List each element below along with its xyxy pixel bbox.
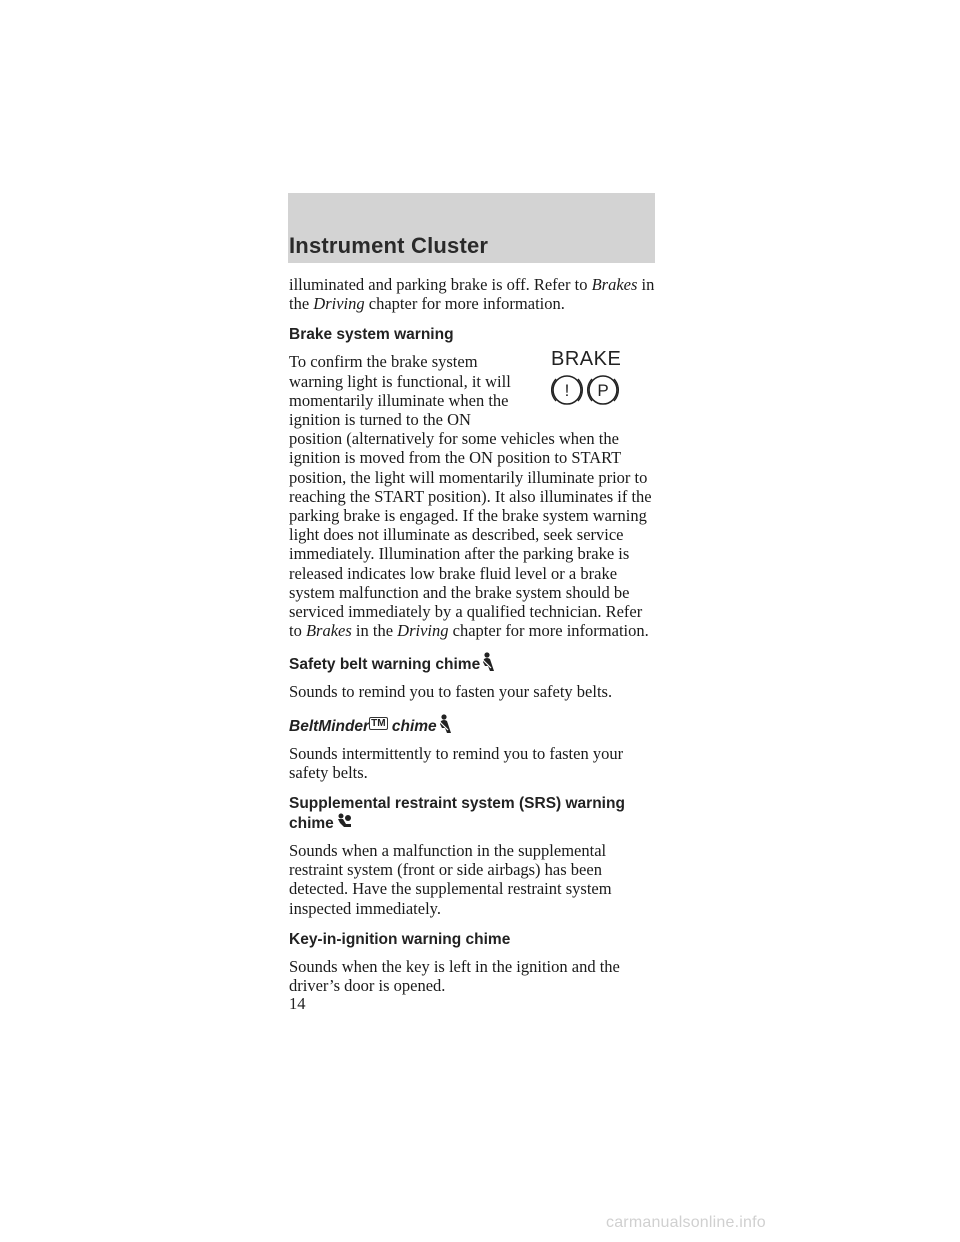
intro-text: chapter for more information. xyxy=(368,294,565,314)
beltminder-heading xyxy=(289,714,657,736)
srs-heading xyxy=(289,794,657,833)
brake-warning-icon xyxy=(525,348,643,426)
intro-paragraph xyxy=(289,275,657,313)
brakes-reference: Brakes xyxy=(305,621,352,641)
safety-belt-body: Sounds to remind you to fasten your safety belts. xyxy=(289,682,613,702)
beltminder-name: BeltMinder xyxy=(289,717,370,735)
brake-p: P xyxy=(597,381,609,401)
brake-exclaim: ! xyxy=(564,381,570,401)
page-number: 14 xyxy=(289,994,306,1013)
brake-text: To confirm the brake system warning light is functional, it will momentarily illuminate when the ignition is turned to the ON position (alternatively for some vehicles when the ignition is moved from the ON position to START position, the light will momentarily illuminate prior to reaching the START position). It also illuminates if the parking brake is engaged. If the brake system warning light does not illuminate as described, seek service immediately. Illumination after the parking brake is released indicates low brake fluid level or a brake system malfunction and the brake system should be serviced immediately by a qualified technician. Refer to xyxy=(289,352,652,641)
seatbelt-person-icon xyxy=(481,652,495,672)
brake-section-heading: Brake system warning xyxy=(289,326,454,344)
main-content xyxy=(289,275,657,995)
srs-body: Sounds when a malfunction in the supplemental restraint system (front or side airbags) has been detected. Have the supplemental restraint system inspected immediately. xyxy=(289,841,612,918)
airbag-person-icon xyxy=(335,813,353,831)
brake-text: chapter for more information. xyxy=(452,621,649,641)
driving-reference: Driving xyxy=(313,294,365,314)
driving-reference: Driving xyxy=(397,621,449,641)
brakes-reference: Brakes xyxy=(591,275,638,294)
trademark-mark: TM xyxy=(371,717,386,729)
brake-section xyxy=(289,348,657,641)
intro-text: in the xyxy=(289,275,655,314)
key-in-ignition-heading: Key-in-ignition warning chime xyxy=(289,930,511,948)
page-title: Instrument Cluster xyxy=(289,233,489,258)
intro-text: illuminated and parking brake is off. Refer to xyxy=(289,275,588,294)
brake-circles-icon xyxy=(551,374,623,406)
beltminder-heading-rest: chime xyxy=(391,717,437,735)
watermark-logo: carmanualsonline.info xyxy=(606,1214,766,1231)
seatbelt-person-icon xyxy=(438,714,452,734)
safety-belt-heading xyxy=(289,652,657,674)
beltminder-body: Sounds intermittently to remind you to fasten your safety belts. xyxy=(289,743,624,782)
srs-heading-text: Supplemental restraint system (SRS) warning chime xyxy=(289,795,625,833)
brake-text: in the xyxy=(355,621,394,641)
key-in-ignition-body: Sounds when the key is left in the ignition and the driver’s door is opened. xyxy=(289,956,620,996)
safety-belt-heading-text: Safety belt warning chime xyxy=(289,656,481,674)
brake-icon-label: BRAKE xyxy=(551,348,622,371)
